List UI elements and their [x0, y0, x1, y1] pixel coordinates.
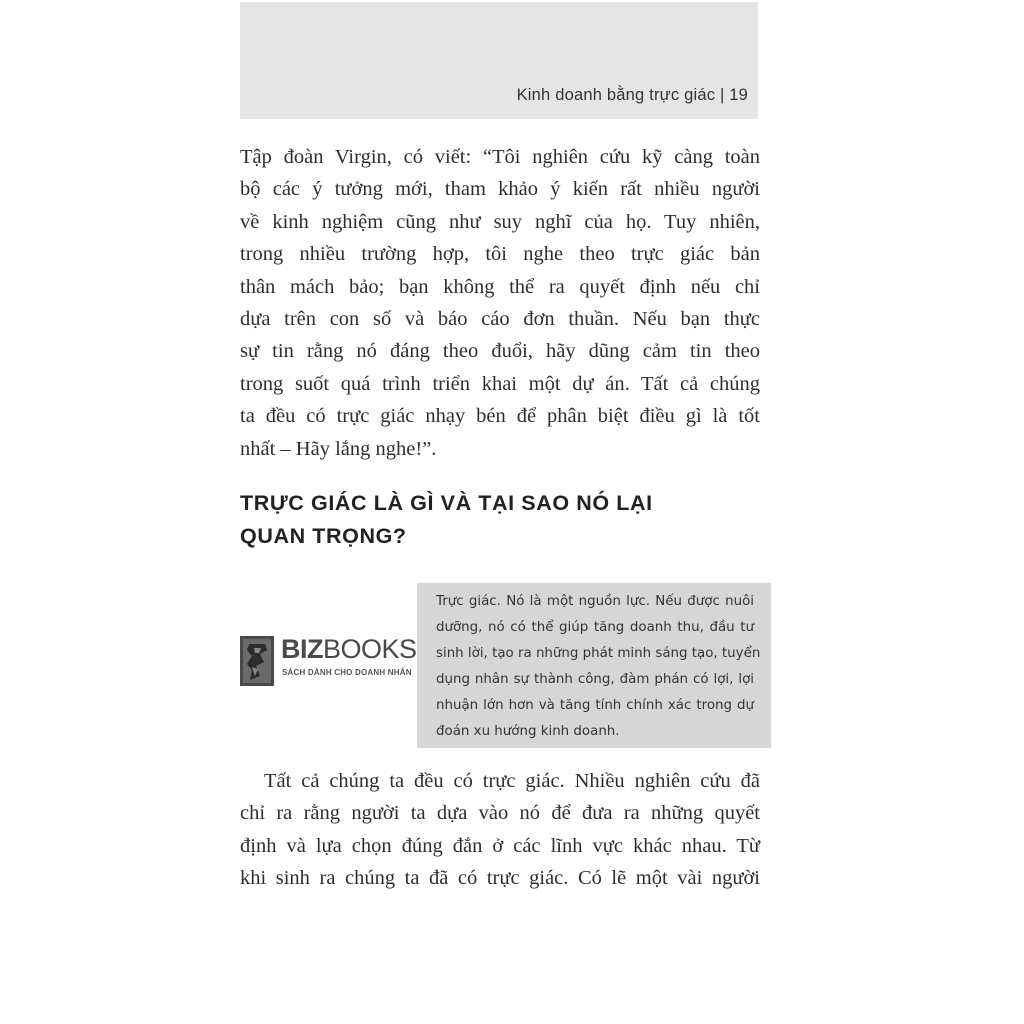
- pull-quote-box: [417, 583, 771, 748]
- quote-line: dưỡng, nó có thể giúp tăng doanh thu, đầu tư: [436, 620, 754, 635]
- section-heading: [240, 487, 760, 553]
- text-line: thân mách bảo; bạn không thể ra quyết định nếu chỉ: [240, 275, 760, 298]
- pull-quote-text: [436, 589, 761, 745]
- logo-word-books: BOOKS: [323, 634, 417, 664]
- text-line: ta đều có trực giác nhạy bén để phân biệt điều gì là tốt: [240, 405, 760, 428]
- logo-tagline: SÁCH DÀNH CHO DOANH NHÂN: [282, 668, 412, 677]
- publisher-logo: [240, 634, 417, 688]
- text-line: chỉ ra rằng người ta dựa vào nó để đưa ra những quyết: [240, 802, 760, 825]
- logo-word-biz: BIZ: [281, 634, 323, 664]
- text-line: khi sinh ra chúng ta đã có trực giác. Có lẽ một vài người: [240, 867, 760, 890]
- logo-wordmark: [281, 634, 417, 665]
- text-line: sự tin rằng nó đáng theo đuổi, hãy dũng cảm tin theo: [240, 340, 760, 363]
- quote-line: dụng nhân sự thành công, đàm phán có lợi, lợi: [436, 672, 754, 687]
- quote-line: nhuận lớn hơn và tăng tính chính xác trong dự: [436, 698, 754, 713]
- bizbooks-emblem-icon: [240, 636, 274, 686]
- text-line: Tất cả chúng ta đều có trực giác. Nhiều nghiên cứu đã: [264, 770, 760, 792]
- body-paragraph-1: [240, 141, 760, 465]
- text-line: Tập đoàn Virgin, có viết: “Tôi nghiên cứu kỹ càng toàn: [240, 146, 760, 168]
- body-paragraph-2: [240, 765, 760, 895]
- text-line: dựa trên con số và báo cáo đơn thuần. Nếu bạn thực: [240, 307, 760, 330]
- heading-line: QUAN TRỌNG?: [240, 524, 407, 548]
- text-line: về kinh nghiệm cũng như suy nghĩ của họ. Tuy nhiên,: [240, 210, 760, 233]
- text-line: trong nhiều trường hợp, tôi nghe theo trực giác bản: [240, 243, 760, 266]
- text-line: định và lựa chọn đúng đắn ở các lĩnh vực khác nhau. Từ: [240, 834, 760, 857]
- quote-line: đoán xu hướng kinh doanh.: [436, 724, 620, 739]
- quote-line: sinh lời, tạo ra những phát minh sáng tạo, tuyển: [436, 646, 761, 661]
- heading-line: TRỰC GIÁC LÀ GÌ VÀ TẠI SAO NÓ LẠI: [240, 491, 653, 515]
- text-line: trong suốt quá trình triển khai một dự án. Tất cả chúng: [240, 372, 760, 395]
- running-title: Kinh doanh bằng trực giác | 19: [516, 86, 748, 104]
- quote-line: Trực giác. Nó là một nguồn lực. Nếu được nuôi: [436, 594, 754, 609]
- text-line: bộ các ý tưởng mới, tham khảo ý kiến rất nhiều người: [240, 178, 760, 201]
- running-header: [240, 2, 758, 119]
- text-line: nhất – Hãy lắng nghe!”.: [240, 437, 437, 460]
